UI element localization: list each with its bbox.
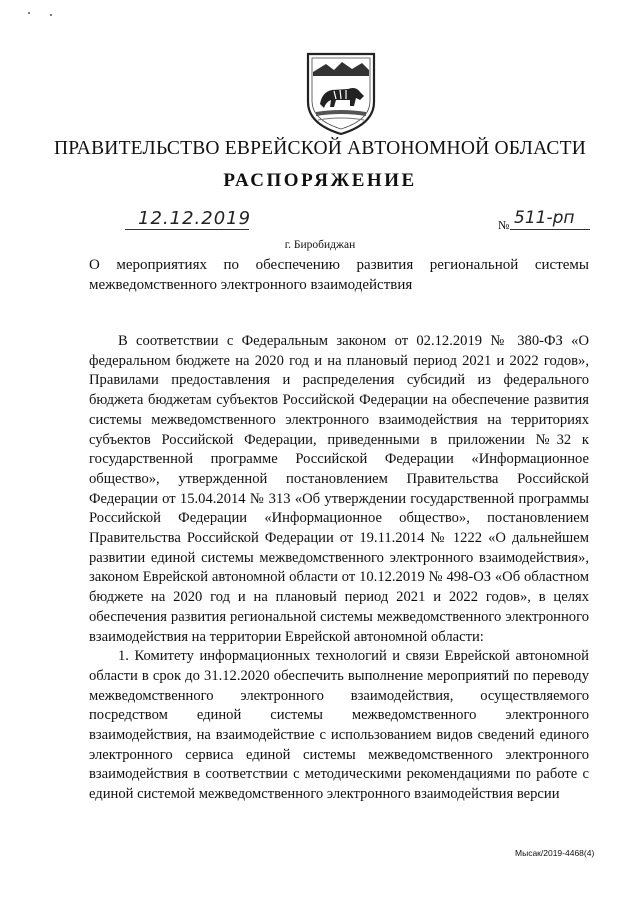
document-number: 511-рп xyxy=(514,208,575,228)
city: г. Биробиджан xyxy=(284,239,356,251)
body-paragraph: 1. Комитету информационных технологий и связи Еврейской автономной области в срок до 31.12.2020 обеспечить выполнение мероприятий по переводу межведомственного электронного взаимодействия, осуществляемого посредством единой системы межведомственного электронного взаимодействия, на взаимодействие с использованием видов сведений единого электронного сервиса единой системы межведомственного электронного взаимодействия в соответствии с методическими рекомендациями по работе с единой системой межведомственного электронного взаимодействия версии xyxy=(89,648,589,803)
document-type: РАСПОРЯЖЕНИЕ xyxy=(223,170,417,191)
document-subject xyxy=(89,256,589,295)
organization-title: ПРАВИТЕЛЬСТВО ЕВРЕЙСКОЙ АВТОНОМНОЙ ОБЛАСТИ xyxy=(53,138,587,159)
document-date: 12.12.2019 xyxy=(138,208,252,229)
date-underline xyxy=(125,229,249,230)
footer-code: Мысак/2019-4468(4) xyxy=(515,848,595,858)
body-paragraph: В соответствии с Федеральным законом от 02.12.2019 № 380-ФЗ «О федеральном бюджете на 2020 год и на плановый период 2021 и 2022 годов», Правилами предоставления и распределения субсидий из федерального бюджета бюджетам субъектов Российской Федерации на обеспечение развития системы межведомственного электронного взаимодействия на территориях субъектов Российской Федерации, приведенными в приложении №32 к государственной программе Российской Федерации «Информационное общество», утвержденной постановлением Правительства Российской Федерации от 15.04.2014 № 313 «Об утверждении государственной программы Российской Федерации «Информационное общество», постановлением Правительства Российской Федерации от 19.11.2014 № 1222 «О дальнейшем развитии единой системы межведомственного электронного взаимодействия», законом Еврейской автономной области от 10.12.2019 № 498-ОЗ «Об областном бюджете на 2020 год и на плановый период 2021 и 2022 годов», в целях обеспечения развития региональной системы межведомственного электронного взаимодействия на территории Еврейской автономной области: xyxy=(89,333,589,645)
subject-line-2: межведомственного электронного взаимодействия xyxy=(89,276,413,293)
number-underline xyxy=(510,229,590,230)
document-body xyxy=(89,332,589,805)
coat-of-arms-emblem xyxy=(304,50,378,136)
number-label: № xyxy=(498,218,510,232)
subject-line-1: О мероприятиях по обеспечению развития региональной системы xyxy=(89,257,589,273)
